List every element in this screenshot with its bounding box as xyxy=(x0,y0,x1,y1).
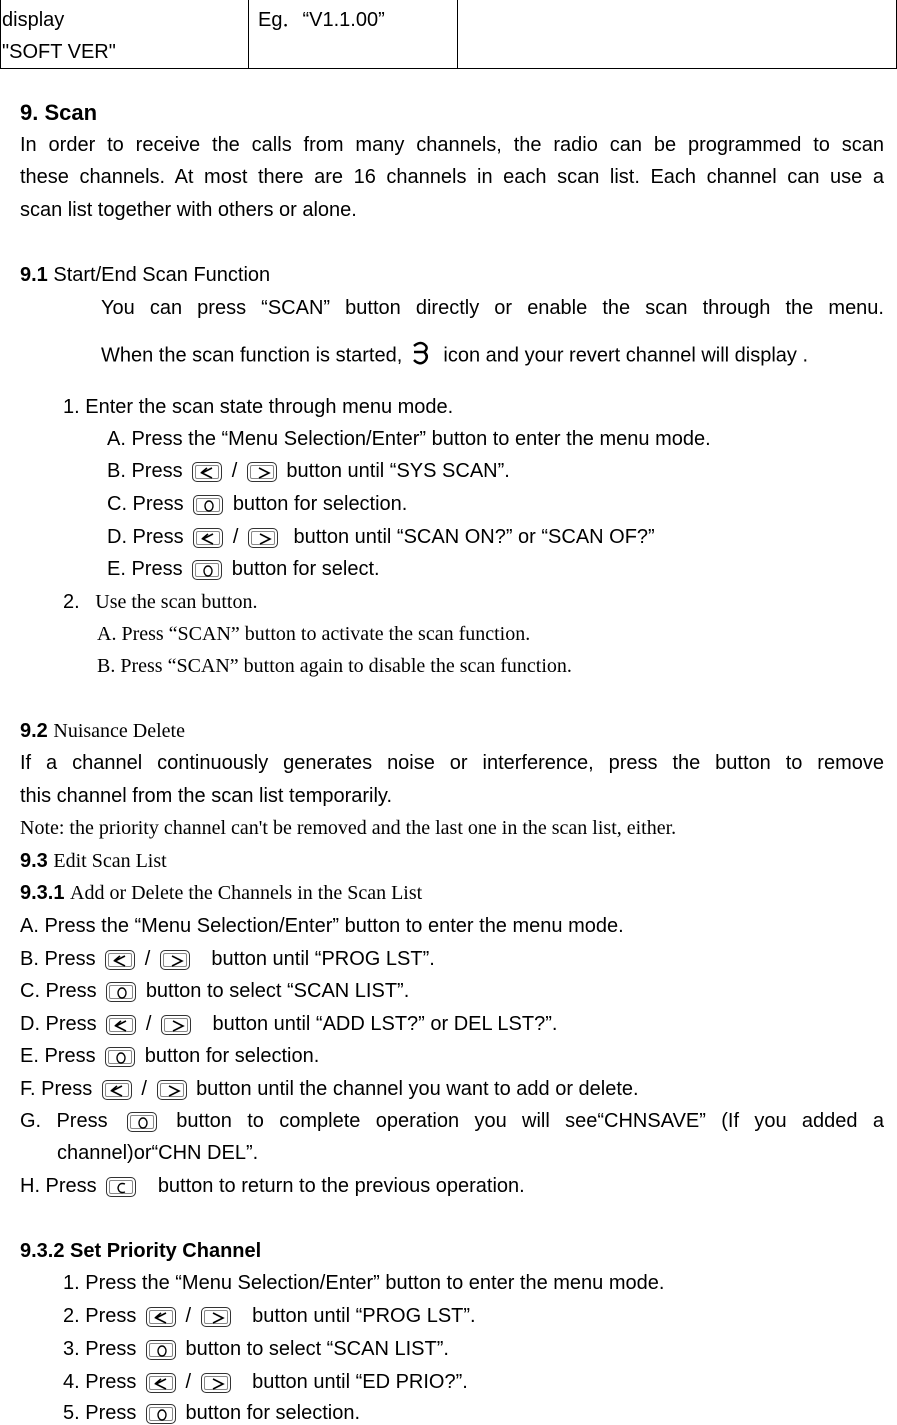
ok-key-icon xyxy=(192,560,222,580)
separator: / xyxy=(144,948,151,970)
step-text: button for selection. xyxy=(232,493,408,515)
step-1-d xyxy=(107,526,655,549)
step-text: button until the channel you want to add or delete. xyxy=(196,1078,639,1100)
cell-line: Eg．“V1.1.00” xyxy=(258,9,385,31)
step-2-b: B. Press “SCAN” button again to disable the scan function. xyxy=(97,655,572,677)
step-text: 3. Press xyxy=(63,1338,137,1360)
section-9-2-para-line: this channel from the scan list temporarily. xyxy=(20,785,393,807)
step-number: 2. xyxy=(63,591,80,613)
step-text: button until “PROG LST”. xyxy=(252,1305,476,1327)
step-text: button until “SCAN ON?” or “SCAN OF?” xyxy=(293,526,655,548)
step-text: F. Press xyxy=(20,1078,93,1100)
step-text: G. Press xyxy=(20,1110,108,1132)
section-9-heading: 9. Scan xyxy=(20,100,98,125)
left-arrow-key-icon xyxy=(146,1373,176,1393)
left-arrow-key-icon xyxy=(193,528,223,548)
step-text: button for selection. xyxy=(185,1402,361,1424)
left-arrow-key-icon xyxy=(146,1307,176,1327)
section-number: 9.2 xyxy=(20,720,48,742)
step-text: B. Press xyxy=(20,948,96,970)
right-arrow-key-icon xyxy=(201,1307,231,1327)
ok-key-icon xyxy=(127,1112,157,1132)
step-text: D. Press xyxy=(20,1013,97,1035)
separator: / xyxy=(185,1305,192,1327)
step-text: D. Press xyxy=(107,526,184,548)
section-title: Nuisance Delete xyxy=(53,720,185,742)
step-text: button until “SYS SCAN”. xyxy=(286,460,510,482)
ok-key-icon xyxy=(106,982,136,1002)
ok-key-icon xyxy=(146,1340,176,1360)
list-item-a: A. Press the “Menu Selection/Enter” button to enter the menu mode. xyxy=(20,915,624,937)
list-item-g xyxy=(20,1110,884,1133)
section-number: 9.3.1 xyxy=(20,882,65,904)
priority-step-4 xyxy=(63,1371,468,1394)
section-9-para-line: these channels. At most there are 16 channels in each scan list. Each channel can use a xyxy=(20,166,884,188)
step-text: H. Press xyxy=(20,1175,97,1197)
step-1-e xyxy=(107,558,380,581)
list-item-f xyxy=(20,1078,639,1101)
separator: / xyxy=(141,1078,147,1100)
left-arrow-key-icon xyxy=(192,462,222,482)
section-9-3-1-heading xyxy=(20,882,422,905)
step-text: E. Press xyxy=(107,558,183,580)
step-text: button to select “SCAN LIST”. xyxy=(185,1338,449,1360)
step-1-b xyxy=(107,460,510,483)
step-text: button to select “SCAN LIST”. xyxy=(145,980,410,1002)
priority-step-1: 1. Press the “Menu Selection/Enter” button to enter the menu mode. xyxy=(63,1272,665,1294)
step-text: button to complete operation you will see“CHNSAVE” (If you added a xyxy=(176,1110,885,1132)
step-text: B. Press xyxy=(107,460,183,482)
step-text: button until “PROG LST”. xyxy=(211,948,435,970)
right-arrow-key-icon xyxy=(157,1080,187,1100)
para-text: When the scan function is started, xyxy=(101,344,403,367)
section-9-1-para: You can press “SCAN” button directly or enable the scan through the menu. xyxy=(101,297,884,319)
right-arrow-key-icon xyxy=(201,1373,231,1393)
software-version-table-row xyxy=(0,0,897,69)
right-arrow-key-icon xyxy=(247,462,277,482)
list-item-h xyxy=(20,1175,525,1198)
list-item-g-continued: channel)or“CHN DEL”. xyxy=(57,1142,259,1164)
section-title: Add or Delete the Channels in the Scan List xyxy=(70,882,423,904)
right-arrow-key-icon xyxy=(160,950,190,970)
separator: / xyxy=(145,1013,152,1035)
right-arrow-key-icon xyxy=(161,1015,191,1035)
step-1-a: A. Press the “Menu Selection/Enter” button to enter the menu mode. xyxy=(107,428,711,450)
priority-step-5 xyxy=(63,1402,360,1425)
para-text: icon and your revert channel will display . xyxy=(443,344,809,367)
section-9-2-note: Note: the priority channel can't be removed and the last one in the scan list, either. xyxy=(20,817,677,839)
section-9-3-2-heading: 9.3.2 Set Priority Channel xyxy=(20,1240,262,1262)
section-title: Edit Scan List xyxy=(53,850,167,872)
section-9-1-para2 xyxy=(101,338,808,374)
list-item-b xyxy=(20,948,435,971)
right-arrow-key-icon xyxy=(248,528,278,548)
section-9-2-heading xyxy=(20,720,185,743)
ok-key-icon xyxy=(193,495,223,515)
scan-icon xyxy=(408,338,438,374)
list-item-d xyxy=(20,1013,557,1036)
section-9-para-line: scan list together with others or alone. xyxy=(20,199,357,221)
left-arrow-key-icon xyxy=(105,950,135,970)
step-text: 4. Press xyxy=(63,1371,137,1393)
priority-step-3 xyxy=(63,1338,449,1361)
separator: / xyxy=(232,526,239,548)
section-9-3-heading xyxy=(20,850,167,873)
step-2 xyxy=(63,591,257,614)
ok-key-icon xyxy=(105,1047,135,1067)
step-text: button to return to the previous operation. xyxy=(157,1175,525,1197)
list-item-e xyxy=(20,1045,319,1068)
step-text: C. Press xyxy=(107,493,184,515)
separator: / xyxy=(231,460,238,482)
step-text: button for select. xyxy=(231,558,380,580)
list-item-c xyxy=(20,980,409,1003)
step-text: button until “ADD LST?” or DEL LST?”. xyxy=(212,1013,558,1035)
table-cell-display xyxy=(1,0,249,69)
cell-line: "SOFT VER" xyxy=(2,41,116,63)
left-arrow-key-icon xyxy=(106,1015,136,1035)
clear-key-icon xyxy=(106,1177,136,1197)
step-2-a: A. Press “SCAN” button to activate the scan function. xyxy=(97,623,531,645)
table-cell-example xyxy=(249,0,458,69)
table-cell-empty xyxy=(458,0,897,69)
separator: / xyxy=(185,1371,192,1393)
ok-key-icon xyxy=(146,1404,176,1424)
step-1: 1. Enter the scan state through menu mode. xyxy=(63,396,454,418)
step-text: E. Press xyxy=(20,1045,96,1067)
step-text: button for selection. xyxy=(144,1045,320,1067)
section-9-1-heading xyxy=(20,264,270,287)
step-text: 5. Press xyxy=(63,1402,137,1424)
left-arrow-key-icon xyxy=(102,1080,132,1100)
section-number: 9.3 xyxy=(20,850,48,872)
section-title: Start/End Scan Function xyxy=(53,264,271,286)
section-9-para-line: In order to receive the calls from many channels, the radio can be programmed to scan xyxy=(20,134,884,156)
priority-step-2 xyxy=(63,1305,476,1328)
step-text: 2. Press xyxy=(63,1305,137,1327)
section-9-2-para-line: If a channel continuously generates noise or interference, press the button to remove xyxy=(20,752,884,774)
cell-line: display xyxy=(2,9,65,31)
step-text: button until “ED PRIO?”. xyxy=(252,1371,468,1393)
step-text: C. Press xyxy=(20,980,97,1002)
step-1-c xyxy=(107,493,407,516)
section-number: 9.1 xyxy=(20,264,48,286)
step-text: Use the scan button. xyxy=(95,591,258,613)
